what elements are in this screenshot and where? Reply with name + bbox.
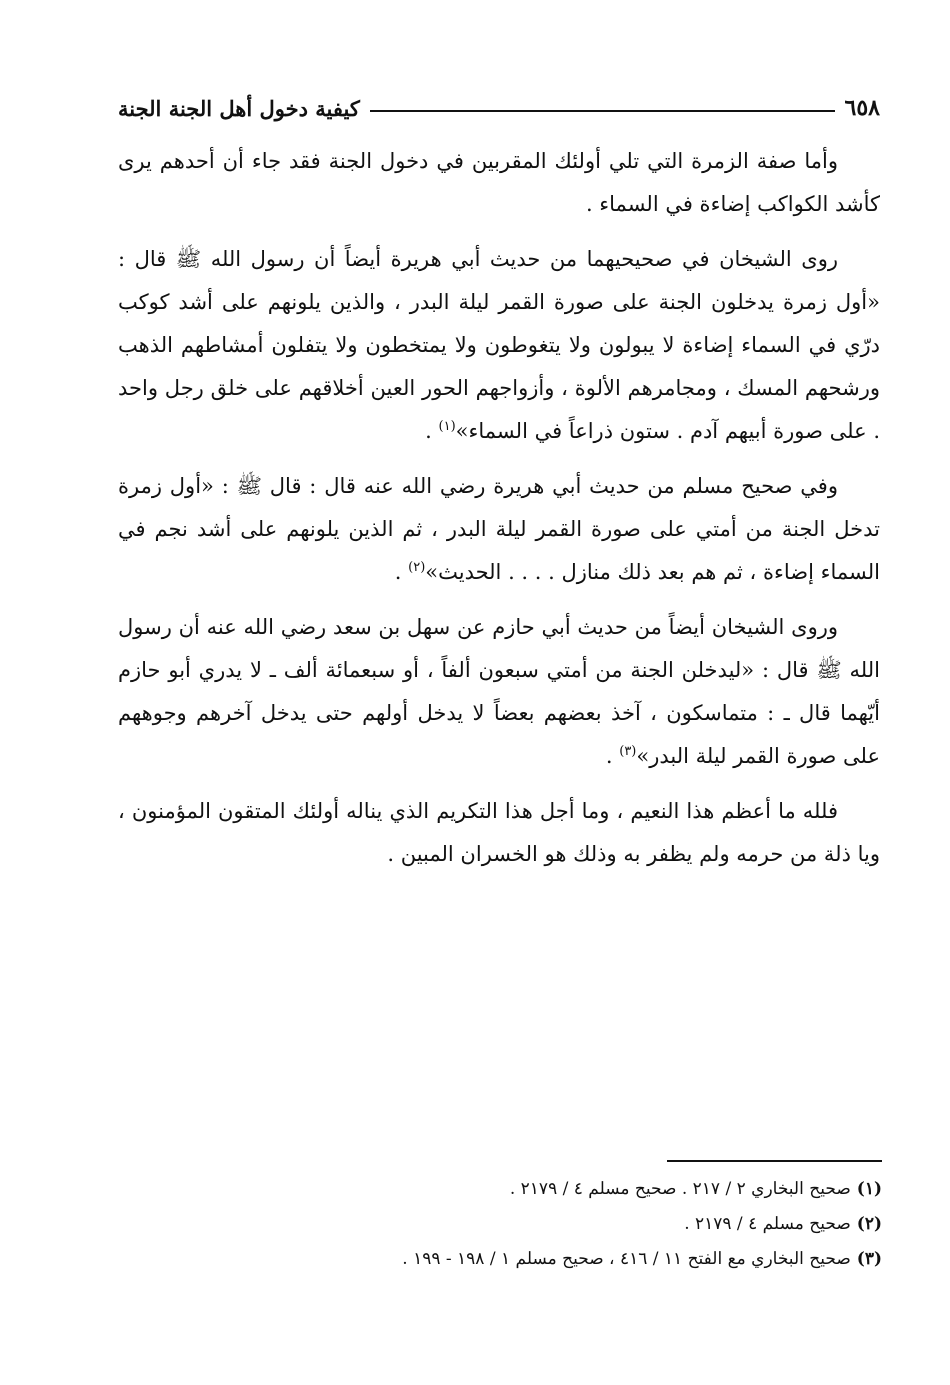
page-number: ٦٥٨	[844, 95, 880, 121]
footnote-marker: (٣)	[619, 744, 637, 759]
chapter-title: كيفية دخول أهل الجنة الجنة	[118, 95, 360, 121]
footnote-marker: (١)	[438, 419, 456, 434]
paragraph-text: فلله ما أعظم هذا النعيم ، وما أجل هذا التكريم الذي يناله أولئك المتقون المؤمنون ، ويا ذلة من حرمه ولم يظفر به وذلك هو الخسران المبين .	[118, 799, 880, 866]
footnote-number: (١)	[856, 1179, 882, 1199]
paragraph-end: .	[394, 560, 409, 584]
footnote-number: (٣)	[856, 1249, 882, 1269]
paragraph-3	[118, 465, 880, 594]
footnote-separator	[667, 1160, 882, 1162]
paragraph-2	[118, 238, 880, 453]
paragraph-5	[118, 790, 880, 876]
paragraph-end: .	[605, 744, 620, 768]
running-head	[118, 92, 880, 124]
paragraph-end: .	[425, 419, 439, 443]
paragraph-text: روى الشيخان في صحيحيهما من حديث أبي هريرة أيضاً أن رسول الله ﷺ قال :	[118, 247, 838, 271]
footnote-text: صحيح البخاري مع الفتح ١١ / ٤١٦ ، صحيح مسلم ١ / ١٩٨ - ١٩٩ .	[402, 1249, 851, 1269]
header-rule	[370, 110, 835, 112]
paragraph-text: وروى الشيخان أيضاً من حديث أبي حازم عن سهل بن سعد رضي الله عنه أن رسول الله ﷺ قال : «ليدخلن الجنة من أمتي سبعون ألفاً ، أو سبعمائة ألف ـ لا يدري أبو حازم أيّهما قال ـ : متماسكون ، آخذ بعضهم بعضاً لا يدخل أولهم حتى يدخل آخرهم وجوههم على صورة القمر ليلة البدر»	[118, 615, 880, 768]
footnote-text: صحيح البخاري ٢ / ٢١٧ . صحيح مسلم ٤ / ٢١٧٩ .	[509, 1179, 851, 1199]
footnote-1	[182, 1172, 882, 1207]
footnotes	[182, 1172, 882, 1277]
paragraph-text: وفي صحيح مسلم من حديث أبي هريرة رضي الله عنه قال : قال ﷺ : «أول زمرة تدخل الجنة من أمتي على صورة القمر ليلة البدر ، ثم الذين يلونهم على أشد نجم في السماء إضاءة ، ثم هم بعد ذلك منازل . . . . الحديث»	[118, 474, 880, 584]
paragraph-1	[118, 140, 880, 226]
paragraph-text: وأما صفة الزمرة التي تلي أولئك المقربين في دخول الجنة فقد جاء أن أحدهم يرى كأشد الكواكب إضاءة في السماء .	[118, 149, 880, 216]
main-text	[118, 140, 880, 888]
paragraph-4	[118, 606, 880, 778]
hadith-quote: «أول زمرة يدخلون الجنة على صورة القمر ليلة البدر ، والذين يلونهم على أشد كوكب درّي في السماء إضاءة لا يبولون ولا يتغوطون ولا يمتخطون ولا يتفلون أمشاطهم الذهب ورشحهم المسك ، ومجامرهم الألوة ، وأزواجهم الحور العين أخلاقهم على خلق رجل واحد . على صورة أبيهم آدم . ستون ذراعاً في السماء»	[118, 290, 880, 443]
footnote-number: (٢)	[856, 1214, 882, 1234]
footnote-3	[182, 1242, 882, 1277]
footnote-2	[182, 1207, 882, 1242]
footnote-text: صحيح مسلم ٤ / ٢١٧٩ .	[684, 1214, 851, 1234]
footnote-marker: (٢)	[408, 560, 426, 575]
